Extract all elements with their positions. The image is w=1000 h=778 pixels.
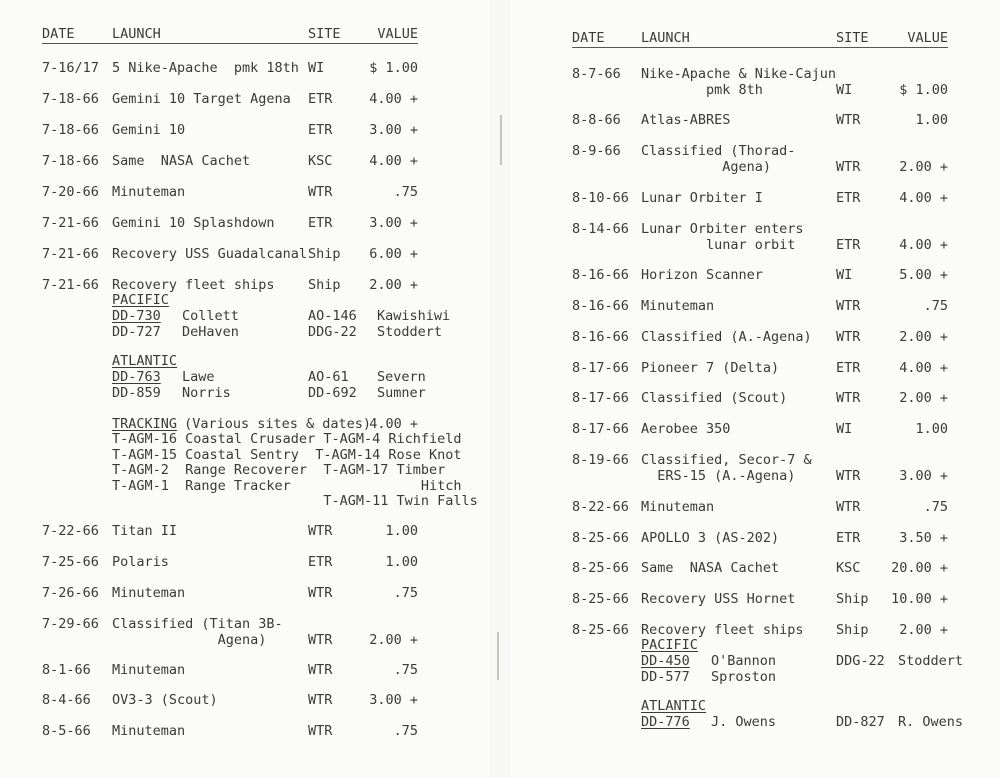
row-launch: Minuteman xyxy=(112,585,186,601)
row-date: 7-29-66 xyxy=(42,616,99,632)
row-value: 2.00 + xyxy=(369,632,418,648)
row-value: 2.00 + xyxy=(899,329,948,345)
ship-name: Stoddert xyxy=(898,653,964,669)
row-launch-cont: Agena) xyxy=(112,632,267,648)
header-rule xyxy=(42,43,418,44)
row-value: 2.00 + xyxy=(369,277,418,293)
row-site: ETR xyxy=(836,190,861,206)
row-launch: Pioneer 7 (Delta) xyxy=(641,360,780,376)
row-site: ETR xyxy=(836,530,861,546)
row-date: 8-25-66 xyxy=(572,591,629,607)
row-launch: Minuteman xyxy=(112,184,186,200)
row-launch: OV3-3 (Scout) xyxy=(112,692,218,708)
row-site: Ship xyxy=(308,277,341,293)
ship-hull: AO-61 xyxy=(308,369,349,385)
row-value: 1.00 xyxy=(385,523,418,539)
row-date: 8-17-66 xyxy=(572,390,629,406)
fleet-label: PACIFIC xyxy=(112,292,169,308)
row-launch: Recovery USS Hornet xyxy=(641,591,796,607)
row-value: 3.00 + xyxy=(369,692,418,708)
row-value: 20.00 + xyxy=(891,560,948,576)
ship-name: Sproston xyxy=(711,669,777,685)
ship-name: O'Bannon xyxy=(711,653,777,669)
ship-hull: DD-727 xyxy=(112,324,161,340)
ship-hull: DD-763 xyxy=(112,369,161,385)
tracking-note: (Various sites & dates) xyxy=(176,416,372,432)
row-launch: Polaris xyxy=(112,554,169,570)
header-launch: LAUNCH xyxy=(112,26,161,42)
row-site: Ship xyxy=(836,622,869,638)
row-launch: Classified (A.-Agena) xyxy=(641,329,812,345)
row-value: .75 xyxy=(393,184,418,200)
left-page xyxy=(0,0,490,778)
row-launch: Classified (Scout) xyxy=(641,390,788,406)
header-date: DATE xyxy=(42,26,75,42)
row-date: 7-21-66 xyxy=(42,277,99,293)
row-launch: Recovery USS Guadalcanal xyxy=(112,246,308,262)
ship-hull: DD-859 xyxy=(112,385,161,401)
ship-name: Stoddert xyxy=(377,324,443,340)
tracking-label: TRACKING xyxy=(112,416,178,432)
row-date: 8-25-66 xyxy=(572,530,629,546)
row-date: 7-25-66 xyxy=(42,554,99,570)
row-launch: Gemini 10 Target Agena xyxy=(112,91,291,107)
ship-hull: DD-730 xyxy=(112,308,161,324)
row-launch: Lunar Orbiter I xyxy=(641,190,763,206)
row-site: ETR xyxy=(308,215,333,231)
row-launch: Classified (Titan 3B- xyxy=(112,616,283,632)
row-value: 3.50 + xyxy=(899,530,948,546)
row-date: 8-25-66 xyxy=(572,560,629,576)
ship-hull: DD-450 xyxy=(641,653,690,669)
row-date: 8-19-66 xyxy=(572,452,629,468)
ship-name: Kawishiwi xyxy=(377,308,451,324)
row-site: WTR xyxy=(836,329,861,345)
row-value: .75 xyxy=(393,723,418,739)
right-page xyxy=(510,0,1000,778)
row-value: .75 xyxy=(393,585,418,601)
row-value: 3.00 + xyxy=(369,122,418,138)
row-value: 4.00 + xyxy=(369,153,418,169)
row-launch-cont: pmk 8th xyxy=(641,82,763,98)
row-date: 8-1-66 xyxy=(42,662,91,678)
row-site: WTR xyxy=(308,585,333,601)
row-site: WTR xyxy=(836,159,861,175)
fold-crease xyxy=(500,115,502,165)
header-value: VALUE xyxy=(377,26,418,42)
row-date: 8-17-66 xyxy=(572,360,629,376)
tracking-ship-line: T-AGM-2 Range Recoverer T-AGM-17 Timber xyxy=(112,462,446,478)
row-launch: Titan II xyxy=(112,523,178,539)
row-value: 5.00 + xyxy=(899,267,948,283)
header-site: SITE xyxy=(836,30,869,46)
row-launch: Gemini 10 Splashdown xyxy=(112,215,275,231)
row-value: 1.00 xyxy=(915,421,948,437)
row-site: ETR xyxy=(836,360,861,376)
row-launch: Minuteman xyxy=(112,723,186,739)
row-launch: Same NASA Cachet xyxy=(641,560,780,576)
row-site: WI xyxy=(836,82,853,98)
row-value: 4.00 + xyxy=(899,360,948,376)
row-site: KSC xyxy=(836,560,861,576)
row-site: KSC xyxy=(308,153,333,169)
row-site: WTR xyxy=(836,468,861,484)
row-site: WI xyxy=(836,421,853,437)
row-value: 4.00 + xyxy=(899,237,948,253)
ship-name: Sumner xyxy=(377,385,426,401)
row-date: 7-18-66 xyxy=(42,91,99,107)
row-launch: APOLLO 3 (AS-202) xyxy=(641,530,780,546)
row-value: 1.00 xyxy=(385,554,418,570)
header-date: DATE xyxy=(572,30,605,46)
row-value: .75 xyxy=(393,662,418,678)
ship-name: Severn xyxy=(377,369,426,385)
row-value: 4.00 + xyxy=(369,91,418,107)
row-site: WI xyxy=(308,60,325,76)
row-value: 3.00 + xyxy=(369,215,418,231)
row-launch: Aerobee 350 xyxy=(641,421,731,437)
tracking-ship-line: T-AGM-16 Coastal Crusader T-AGM-4 Richfield xyxy=(112,431,462,447)
ship-name: R. Owens xyxy=(898,714,964,730)
header-site: SITE xyxy=(308,26,341,42)
row-date: 7-18-66 xyxy=(42,153,99,169)
row-value: 2.00 + xyxy=(899,390,948,406)
row-site: WTR xyxy=(308,632,333,648)
ship-hull: DD-577 xyxy=(641,669,690,685)
ship-name: Norris xyxy=(182,385,231,401)
row-value: 3.00 + xyxy=(899,468,948,484)
row-date: 8-8-66 xyxy=(572,112,621,128)
row-launch: Minuteman xyxy=(641,298,715,314)
row-date: 8-5-66 xyxy=(42,723,91,739)
ship-name: Lawe xyxy=(182,369,215,385)
row-launch: Classified (Thorad- xyxy=(641,143,796,159)
header-rule xyxy=(572,47,948,48)
row-site: Ship xyxy=(308,246,341,262)
row-date: 8-16-66 xyxy=(572,267,629,283)
tracking-ship-line: T-AGM-11 Twin Falls xyxy=(112,493,478,509)
row-launch-cont: ERS-15 (A.-Agena) xyxy=(641,468,796,484)
row-launch: Same NASA Cachet xyxy=(112,153,251,169)
row-value: .75 xyxy=(923,298,948,314)
row-launch: Nike-Apache & Nike-Cajun xyxy=(641,66,837,82)
row-launch: Minuteman xyxy=(641,499,715,515)
fleet-label: PACIFIC xyxy=(641,637,698,653)
row-launch: Gemini 10 xyxy=(112,122,186,138)
fleet-label: ATLANTIC xyxy=(112,353,178,369)
row-site: WTR xyxy=(836,112,861,128)
row-site: ETR xyxy=(308,554,333,570)
row-site: ETR xyxy=(836,237,861,253)
row-value: 10.00 + xyxy=(891,591,948,607)
ship-name: J. Owens xyxy=(711,714,777,730)
ship-hull: AO-146 xyxy=(308,308,357,324)
row-launch: Minuteman xyxy=(112,662,186,678)
row-value: $ 1.00 xyxy=(369,60,418,76)
row-date: 7-21-66 xyxy=(42,215,99,231)
row-date: 8-25-66 xyxy=(572,622,629,638)
row-date: 8-14-66 xyxy=(572,221,629,237)
row-site: WTR xyxy=(308,723,333,739)
row-site: Ship xyxy=(836,591,869,607)
row-value: 6.00 + xyxy=(369,246,418,262)
row-site: WTR xyxy=(308,692,333,708)
row-date: 8-22-66 xyxy=(572,499,629,515)
row-launch: Lunar Orbiter enters xyxy=(641,221,804,237)
row-value: .75 xyxy=(923,499,948,515)
row-date: 7-26-66 xyxy=(42,585,99,601)
row-date: 8-16-66 xyxy=(572,329,629,345)
tracking-ship-line: T-AGM-1 Range Tracker Hitch xyxy=(112,477,462,494)
fold-crease xyxy=(497,632,499,680)
header-value: VALUE xyxy=(907,30,948,46)
row-launch-cont: lunar orbit xyxy=(641,237,796,253)
ship-hull: DDG-22 xyxy=(836,653,885,669)
row-value: 4.00 + xyxy=(899,190,948,206)
ship-name: Collett xyxy=(182,308,239,324)
row-site: WTR xyxy=(836,298,861,314)
row-site: WI xyxy=(836,267,853,283)
row-value: 1.00 xyxy=(915,112,948,128)
ship-hull: DD-692 xyxy=(308,385,357,401)
row-launch: Recovery fleet ships xyxy=(112,277,275,293)
row-date: 8-17-66 xyxy=(572,421,629,437)
row-launch: Horizon Scanner xyxy=(641,267,763,283)
row-site: ETR xyxy=(308,122,333,138)
row-launch: Atlas-ABRES xyxy=(641,112,731,128)
row-date: 8-4-66 xyxy=(42,692,91,708)
row-site: ETR xyxy=(308,91,333,107)
row-site: WTR xyxy=(308,184,333,200)
row-date: 7-16/17 xyxy=(42,60,99,76)
row-site: WTR xyxy=(836,499,861,515)
fleet-label: ATLANTIC xyxy=(641,698,707,714)
row-site: WTR xyxy=(308,662,333,678)
ship-hull: DD-827 xyxy=(836,714,885,730)
row-value: 2.00 + xyxy=(899,159,948,175)
row-launch: 5 Nike-Apache pmk 18th xyxy=(112,60,299,76)
row-date: 8-16-66 xyxy=(572,298,629,314)
row-date: 7-20-66 xyxy=(42,184,99,200)
row-date: 8-10-66 xyxy=(572,190,629,206)
row-value: 2.00 + xyxy=(899,622,948,638)
row-date: 8-7-66 xyxy=(572,66,621,82)
row-date: 8-9-66 xyxy=(572,143,621,159)
ship-hull: DD-776 xyxy=(641,714,690,730)
row-launch: Recovery fleet ships xyxy=(641,622,804,638)
row-value: $ 1.00 xyxy=(899,82,948,98)
row-site: WTR xyxy=(836,390,861,406)
header-launch: LAUNCH xyxy=(641,30,690,46)
tracking-value: 4.00 + xyxy=(369,416,418,432)
row-launch: Classified, Secor-7 & xyxy=(641,452,812,468)
ship-hull: DDG-22 xyxy=(308,324,357,340)
row-date: 7-21-66 xyxy=(42,246,99,262)
row-site: WTR xyxy=(308,523,333,539)
row-launch-cont: Agena) xyxy=(641,159,772,175)
row-date: 7-18-66 xyxy=(42,122,99,138)
row-date: 7-22-66 xyxy=(42,523,99,539)
ship-name: DeHaven xyxy=(182,324,239,340)
tracking-ship-line: T-AGM-15 Coastal Sentry T-AGM-14 Rose Knot xyxy=(112,446,462,463)
